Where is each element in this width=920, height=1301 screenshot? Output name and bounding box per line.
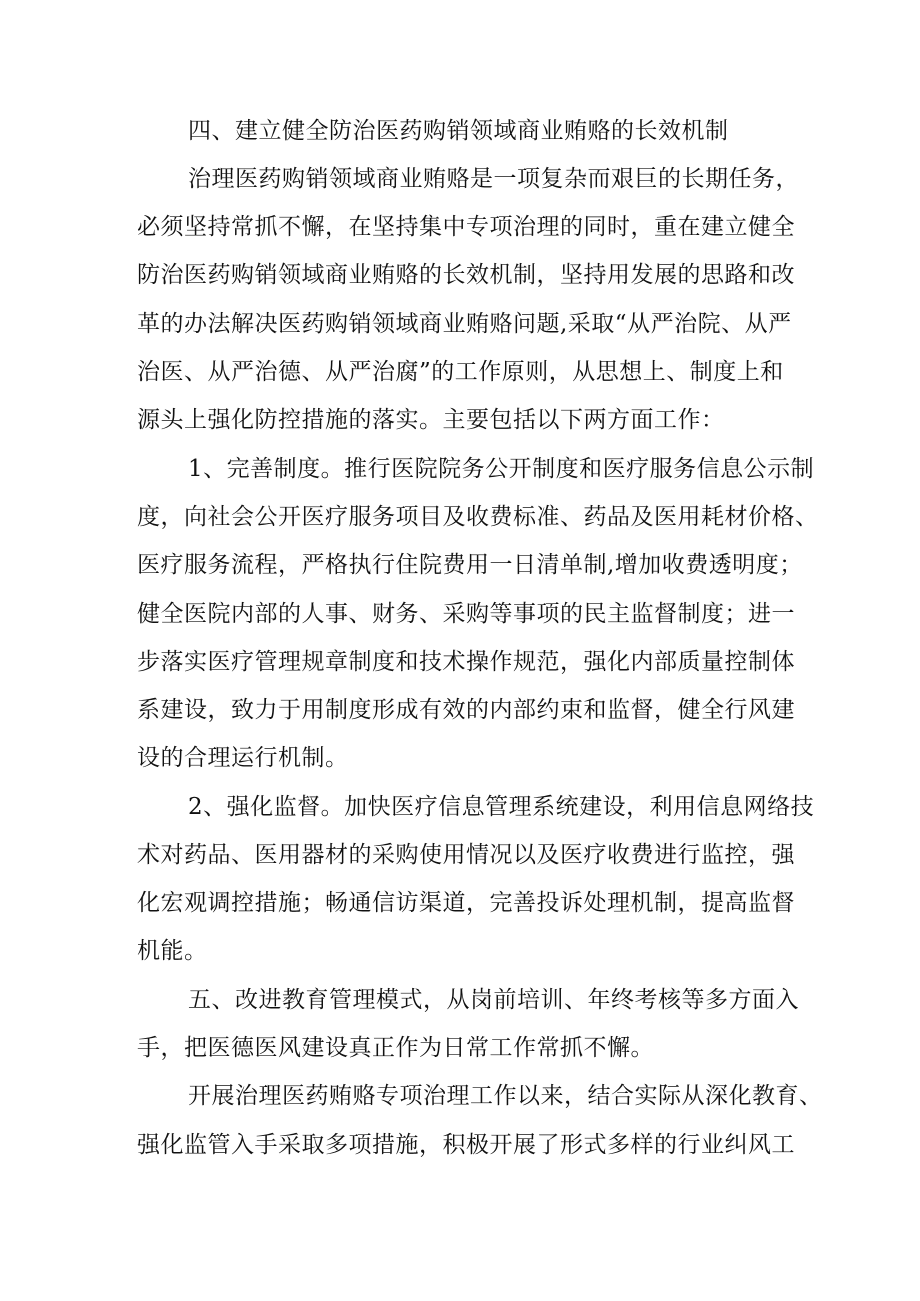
paragraph-line: 防治医药购销领域商业贿赂的长效机制，坚持用发展的思路和改	[137, 262, 795, 288]
list-item-1: 1、完善制度。推行医院院务公开制度和医疗服务信息公示制	[188, 456, 815, 482]
paragraph-line: 系建设，致力于用制度形成有效的内部约束和监督，健全行风建	[137, 697, 795, 723]
paragraph-line: 源头上强化防控措施的落实。主要包括以下两方面工作：	[137, 407, 725, 433]
paragraph-line: 术对药品、医用器材的采购使用情况以及医疗收费进行监控，强	[137, 842, 795, 868]
paragraph-line: 医疗服务流程，严格执行住院费用一日清单制,增加收费透明度；	[137, 552, 803, 578]
paragraph-line: 化宏观调控措施；畅通信访渠道，完善投诉处理机制，提高监督	[137, 890, 795, 916]
paragraph-line: 机能。	[137, 938, 208, 964]
paragraph-line: 开展治理医药贿赂专项治理工作以来，结合实际从深化教育、	[188, 1083, 823, 1109]
section-heading-5: 五、改进教育管理模式，从岗前培训、年终考核等多方面入	[188, 987, 799, 1013]
list-item-2: 2、强化监督。加快医疗信息管理系统建设，利用信息网络技	[188, 794, 815, 820]
paragraph-line: 必须坚持常抓不懈，在坚持集中专项治理的同时，重在建立健全	[137, 214, 795, 240]
paragraph-line: 强化监管入手采取多项措施，积极开展了形式多样的行业纠风工	[137, 1132, 795, 1158]
paragraph-line: 手，把医德医风建设真正作为日常工作常抓不懈。	[137, 1035, 654, 1061]
paragraph-line: 治理医药购销领域商业贿赂是一项复杂而艰巨的长期任务，	[188, 166, 799, 192]
paragraph-line: 治医、从严治德、从严治腐”的工作原则，从思想上、制度上和	[137, 359, 784, 385]
paragraph-line: 设的合理运行机制。	[137, 745, 349, 771]
paragraph-line: 步落实医疗管理规章制度和技术操作规范，强化内部质量控制体	[137, 649, 795, 675]
paragraph-line: 革的办法解决医药购销领域商业贿赂问题,采取“从严治院、从严	[137, 311, 792, 337]
paragraph-line: 健全医院内部的人事、财务、采购等事项的民主监督制度；进一	[137, 601, 795, 627]
paragraph-line: 度，向社会公开医疗服务项目及收费标准、药品及医用耗材价格、	[137, 504, 819, 530]
section-heading-4: 四、建立健全防治医药购销领域商业贿赂的长效机制	[188, 118, 729, 144]
